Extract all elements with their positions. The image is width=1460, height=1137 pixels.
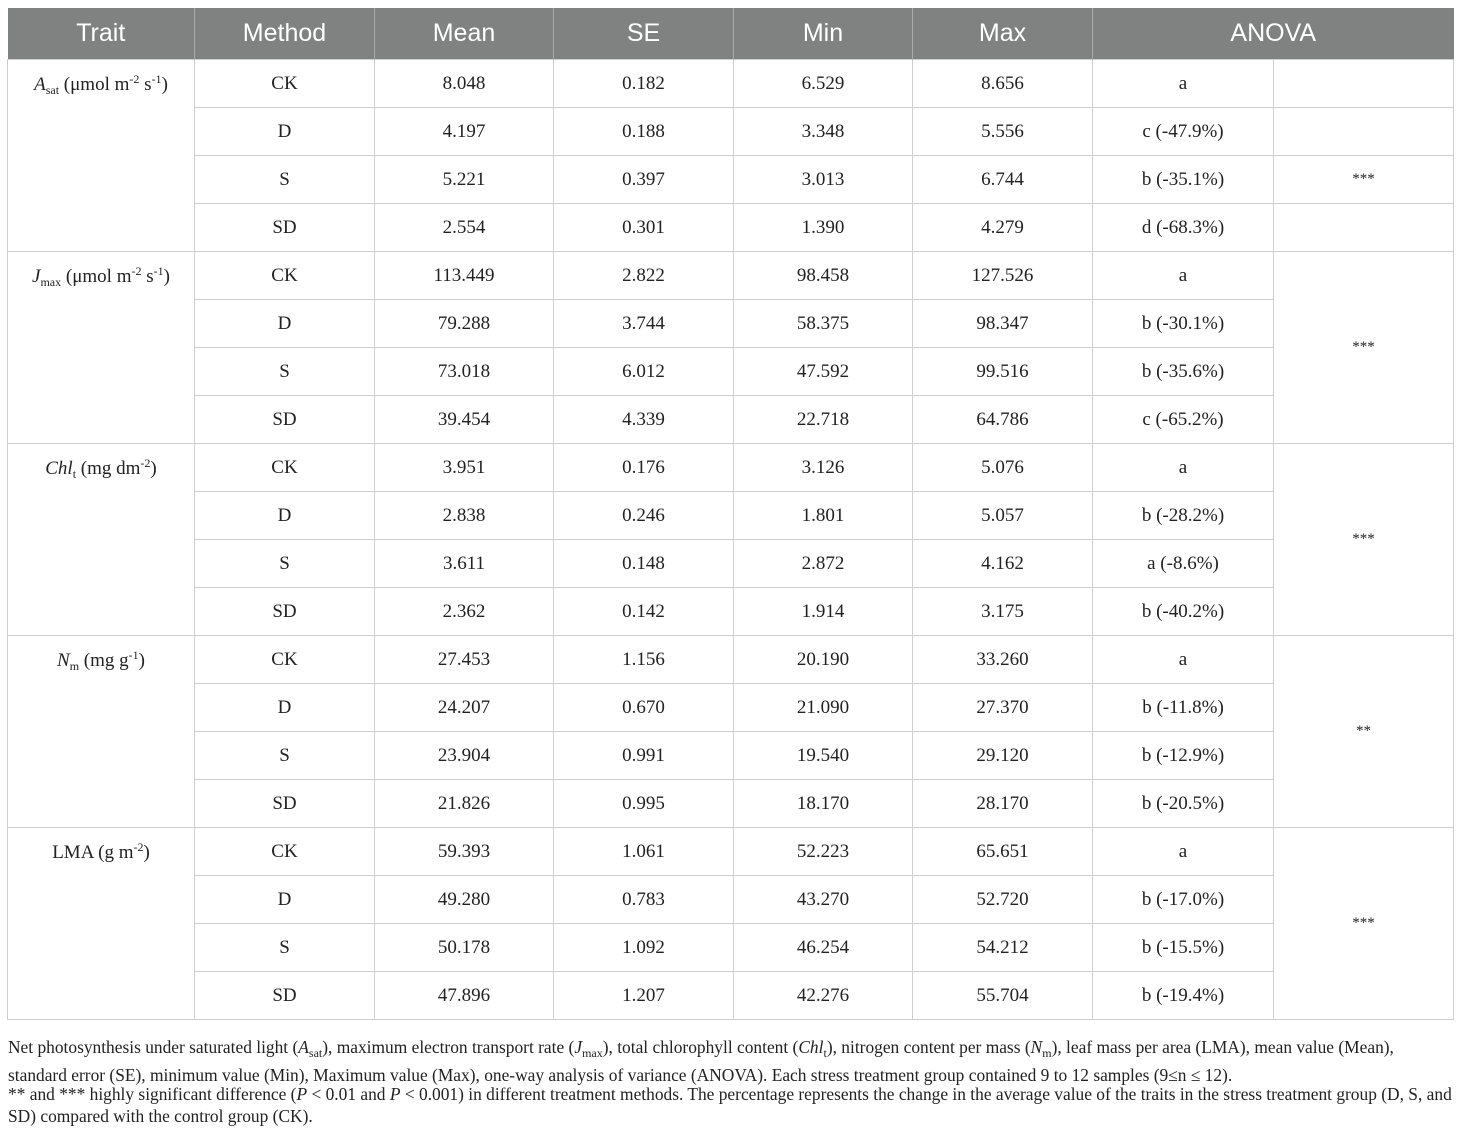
method-cell: CK [195,252,375,300]
table-row [8,108,1454,156]
anova-cell: b (-40.2%) [1093,588,1274,636]
method-cell: D [195,876,375,924]
se-cell: 2.822 [554,252,734,300]
max-cell: 8.656 [913,60,1093,108]
footnote-significance: ** and *** highly significant difference (P < 0.01 and P < 0.001) in different treatment methods. The percentage represents the change in the average value of the traits in the stress treatment group (D, S, and SD) compared with the control group (CK). [8,1084,1452,1126]
max-cell: 28.170 [913,780,1093,828]
min-cell: 2.872 [734,540,913,588]
se-cell: 1.061 [554,828,734,876]
min-cell: 47.592 [734,348,913,396]
table-row [8,732,1454,780]
max-cell: 98.347 [913,300,1093,348]
trait-unit-exponent: -1 [151,72,162,86]
anova-cell: b (-15.5%) [1093,924,1274,972]
anova-cell: b (-30.1%) [1093,300,1274,348]
anova-cell: b (-17.0%) [1093,876,1274,924]
max-cell: 33.260 [913,636,1093,684]
trait-symbol: A [34,74,46,95]
table-row [8,780,1454,828]
trait-symbol: N [57,650,70,671]
header-method: Method [195,8,375,60]
mean-cell: 73.018 [375,348,554,396]
mean-cell: 8.048 [375,60,554,108]
anova-cell: a [1093,252,1274,300]
se-cell: 6.012 [554,348,734,396]
max-cell: 5.057 [913,492,1093,540]
mean-cell: 2.838 [375,492,554,540]
se-cell: 0.182 [554,60,734,108]
mean-cell: 2.362 [375,588,554,636]
method-cell: SD [195,588,375,636]
anova-cell: b (-35.1%) [1093,156,1274,204]
trait-unit-exponent: -1 [153,264,164,278]
anova-cell: a [1093,828,1274,876]
mean-cell: 27.453 [375,636,554,684]
method-cell: S [195,540,375,588]
max-cell: 5.076 [913,444,1093,492]
significance-cell: ** [1274,636,1454,828]
anova-cell: a [1093,636,1274,684]
significance-cell [1274,108,1454,156]
table-row [8,300,1454,348]
mean-cell: 47.896 [375,972,554,1020]
se-cell: 1.207 [554,972,734,1020]
max-cell: 3.175 [913,588,1093,636]
trait-cell [8,444,195,636]
min-cell: 42.276 [734,972,913,1020]
anova-cell: c (-47.9%) [1093,108,1274,156]
mean-cell: 50.178 [375,924,554,972]
trait-unit-exponent: -2 [131,264,142,278]
min-cell: 22.718 [734,396,913,444]
table-row [8,636,1454,684]
trait-symbol: LMA [52,842,94,863]
max-cell: 99.516 [913,348,1093,396]
table-row [8,684,1454,732]
trait-unit: ) [150,458,157,479]
max-cell: 52.720 [913,876,1093,924]
se-cell: 0.995 [554,780,734,828]
mean-cell: 23.904 [375,732,554,780]
header-max: Max [913,8,1093,60]
header-row [8,8,1454,60]
mean-cell: 21.826 [375,780,554,828]
se-cell: 0.301 [554,204,734,252]
table-row [8,492,1454,540]
method-cell: S [195,732,375,780]
table-row [8,204,1454,252]
method-cell: CK [195,636,375,684]
significance-cell: *** [1274,444,1454,636]
mean-cell: 49.280 [375,876,554,924]
trait-unit: (μmol m [59,74,130,95]
trait-unit: ) [163,266,170,287]
header-mean: Mean [375,8,554,60]
max-cell: 4.162 [913,540,1093,588]
se-cell: 1.156 [554,636,734,684]
anova-cell: b (-28.2%) [1093,492,1274,540]
data-table [7,8,1454,1020]
method-cell: D [195,108,375,156]
trait-unit: ) [143,842,150,863]
trait-symbol: J [32,266,41,287]
anova-cell: b (-20.5%) [1093,780,1274,828]
table-row [8,252,1454,300]
table-row [8,444,1454,492]
min-cell: 98.458 [734,252,913,300]
method-cell: CK [195,60,375,108]
method-cell: SD [195,204,375,252]
min-cell: 1.914 [734,588,913,636]
anova-cell: c (-65.2%) [1093,396,1274,444]
trait-unit-exponent: -1 [128,648,139,662]
min-cell: 52.223 [734,828,913,876]
trait-unit-exponent: -2 [129,72,140,86]
mean-cell: 3.951 [375,444,554,492]
anova-cell: a [1093,444,1274,492]
min-cell: 3.126 [734,444,913,492]
se-cell: 0.670 [554,684,734,732]
min-cell: 21.090 [734,684,913,732]
method-cell: SD [195,972,375,1020]
method-cell: CK [195,828,375,876]
se-cell: 0.176 [554,444,734,492]
significance-cell: *** [1274,252,1454,444]
min-cell: 3.348 [734,108,913,156]
mean-cell: 59.393 [375,828,554,876]
max-cell: 29.120 [913,732,1093,780]
se-cell: 0.188 [554,108,734,156]
max-cell: 65.651 [913,828,1093,876]
table-row [8,924,1454,972]
max-cell: 5.556 [913,108,1093,156]
trait-unit: (mg dm [76,458,141,479]
se-cell: 3.744 [554,300,734,348]
table-row [8,396,1454,444]
table-row [8,348,1454,396]
se-cell: 0.246 [554,492,734,540]
max-cell: 55.704 [913,972,1093,1020]
significance-cell: *** [1274,828,1454,1020]
min-cell: 18.170 [734,780,913,828]
header-min: Min [734,8,913,60]
header-trait: Trait [8,8,195,60]
mean-cell: 5.221 [375,156,554,204]
min-cell: 58.375 [734,300,913,348]
significance-cell: *** [1274,156,1454,204]
method-cell: S [195,924,375,972]
header-se: SE [554,8,734,60]
se-cell: 1.092 [554,924,734,972]
trait-unit-exponent: -2 [140,456,151,470]
table-row [8,828,1454,876]
method-cell: D [195,492,375,540]
trait-subscript: max [40,275,62,289]
trait-cell [8,252,195,444]
min-cell: 43.270 [734,876,913,924]
table-row [8,60,1454,108]
method-cell: SD [195,396,375,444]
table-row [8,588,1454,636]
trait-subscript: t [72,467,77,481]
trait-subscript: sat [45,83,60,97]
method-cell: D [195,684,375,732]
method-cell: S [195,156,375,204]
significance-cell [1274,60,1454,108]
table-row [8,876,1454,924]
trait-unit: ) [161,74,168,95]
anova-cell: a (-8.6%) [1093,540,1274,588]
anova-cell: b (-35.6%) [1093,348,1274,396]
trait-unit-exponent: -2 [133,840,144,854]
method-cell: SD [195,780,375,828]
max-cell: 127.526 [913,252,1093,300]
min-cell: 46.254 [734,924,913,972]
mean-cell: 79.288 [375,300,554,348]
table-row [8,972,1454,1020]
trait-unit: s [139,74,152,95]
se-cell: 0.142 [554,588,734,636]
min-cell: 1.390 [734,204,913,252]
trait-cell [8,828,195,1020]
min-cell: 3.013 [734,156,913,204]
trait-cell [8,60,195,252]
max-cell: 4.279 [913,204,1093,252]
se-cell: 0.148 [554,540,734,588]
trait-unit: ) [138,650,145,671]
mean-cell: 113.449 [375,252,554,300]
mean-cell: 3.611 [375,540,554,588]
mean-cell: 4.197 [375,108,554,156]
se-cell: 0.783 [554,876,734,924]
max-cell: 6.744 [913,156,1093,204]
anova-cell: b (-11.8%) [1093,684,1274,732]
anova-cell: b (-19.4%) [1093,972,1274,1020]
max-cell: 54.212 [913,924,1093,972]
trait-subscript: m [69,659,80,673]
anova-cell: b (-12.9%) [1093,732,1274,780]
min-cell: 20.190 [734,636,913,684]
trait-symbol: Chl [45,458,73,479]
mean-cell: 39.454 [375,396,554,444]
method-cell: S [195,348,375,396]
trait-unit: (g m [93,842,134,863]
method-cell: CK [195,444,375,492]
table-row [8,156,1454,204]
se-cell: 0.991 [554,732,734,780]
mean-cell: 24.207 [375,684,554,732]
header-anova: ANOVA [1093,8,1454,60]
se-cell: 4.339 [554,396,734,444]
significance-cell [1274,204,1454,252]
method-cell: D [195,300,375,348]
se-cell: 0.397 [554,156,734,204]
trait-cell [8,636,195,828]
trait-unit: s [141,266,154,287]
min-cell: 6.529 [734,60,913,108]
trait-unit: (mg g [79,650,129,671]
table-row [8,540,1454,588]
max-cell: 27.370 [913,684,1093,732]
trait-unit: (μmol m [61,266,132,287]
anova-cell: a [1093,60,1274,108]
min-cell: 1.801 [734,492,913,540]
max-cell: 64.786 [913,396,1093,444]
anova-cell: d (-68.3%) [1093,204,1274,252]
min-cell: 19.540 [734,732,913,780]
mean-cell: 2.554 [375,204,554,252]
footnote-abbreviations: Net photosynthesis under saturated light $(A_{sat})$, maximum electron transport rate $(J_{max})$, total chlorophyll content (Chl$_t$), nitrogen content per mass $(N_m)$, leaf mass per area (LMA), mean value (Mean), standard error (SE), minimum value (Min), Maximum value (Max), one-way analysis of variance (ANOVA). Each stress treatment group contained 9 to 12 samples (9≤n ≤ 12). [8,1037,1394,1085]
